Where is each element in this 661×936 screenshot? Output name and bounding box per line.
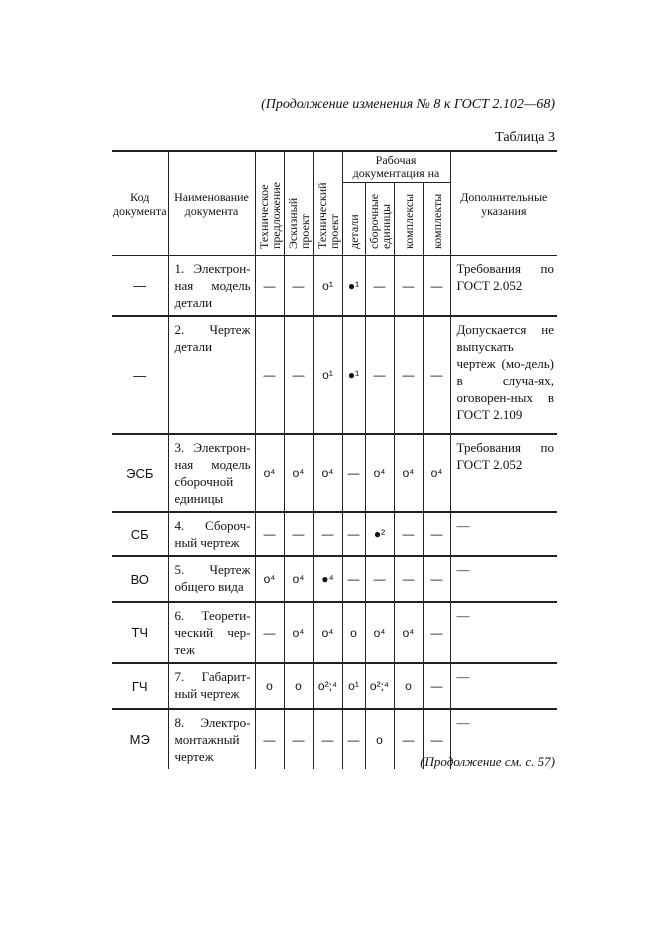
table-row — [112, 256, 557, 317]
table-row — [112, 602, 557, 663]
header-parts: детали — [342, 183, 365, 256]
row-note: Требования по ГОСТ 2.052 — [450, 256, 557, 317]
row-mark: — — [313, 512, 342, 556]
row-mark: o⁴ — [313, 602, 342, 663]
header-name: Наименование документа — [168, 151, 255, 256]
continuation-footer: (Продолжение см. с. 57) — [420, 754, 555, 769]
row-mark: o²;⁴ — [365, 663, 394, 709]
row-mark: — — [342, 556, 365, 602]
row-mark: ●⁴ — [313, 556, 342, 602]
row-note: — — [450, 556, 557, 602]
row-mark: — — [342, 512, 365, 556]
row-note: — — [450, 709, 557, 769]
row-name: 2. Чертеж детали — [168, 316, 255, 434]
table-caption: Таблица 3 — [495, 130, 555, 145]
row-mark: — — [394, 556, 423, 602]
row-name: 6. Теорети-ческий чер-теж — [168, 602, 255, 663]
row-mark: — — [423, 663, 450, 709]
header-assembly: сборочные единицы — [365, 183, 394, 256]
row-mark: o⁴ — [255, 556, 284, 602]
header-code: Код документа — [112, 151, 168, 256]
row-mark: ●¹ — [342, 256, 365, 317]
header-complexes: комплексы — [394, 183, 423, 256]
header-tech-offer: Техническое предложение — [255, 151, 284, 256]
row-note: Допускается не выпускать чертеж (мо-дель) в случа-ях, оговорен-ных в ГОСТ 2.109 — [450, 316, 557, 434]
row-note: — — [450, 512, 557, 556]
row-mark: — — [423, 602, 450, 663]
table-row — [112, 512, 557, 556]
row-mark: — — [255, 316, 284, 434]
row-mark: — — [255, 602, 284, 663]
row-mark: o — [255, 663, 284, 709]
row-mark: o⁴ — [365, 602, 394, 663]
row-note: Требования по ГОСТ 2.052 — [450, 434, 557, 512]
row-name: 7. Габарит-ный чертеж — [168, 663, 255, 709]
row-code: МЭ — [112, 709, 168, 769]
row-mark: o⁴ — [284, 556, 313, 602]
row-mark: — — [255, 256, 284, 317]
row-mark: — — [365, 256, 394, 317]
row-code: ВО — [112, 556, 168, 602]
row-mark: — — [365, 556, 394, 602]
row-mark: — — [423, 256, 450, 317]
row-mark: — — [394, 316, 423, 434]
row-mark: o⁴ — [313, 434, 342, 512]
table-row — [112, 556, 557, 602]
row-name: 1. Электрон-ная модель детали — [168, 256, 255, 317]
row-mark: o⁴ — [394, 434, 423, 512]
row-mark: o⁴ — [255, 434, 284, 512]
row-code: — — [112, 316, 168, 434]
row-mark: — — [255, 709, 284, 769]
row-mark: — — [255, 512, 284, 556]
row-mark: o¹ — [313, 256, 342, 317]
row-name: 3. Электрон-ная модель сборочной единицы — [168, 434, 255, 512]
row-mark: o — [394, 663, 423, 709]
row-mark: — — [423, 512, 450, 556]
row-mark: — — [394, 709, 423, 769]
row-mark: — — [394, 256, 423, 317]
row-mark: — — [342, 434, 365, 512]
row-mark: — — [423, 709, 450, 769]
row-mark: — — [342, 709, 365, 769]
header-working-group: Рабочая документация на — [342, 151, 450, 183]
table-row — [112, 663, 557, 709]
row-mark: ●¹ — [342, 316, 365, 434]
row-code: СБ — [112, 512, 168, 556]
row-mark: — — [284, 256, 313, 317]
row-mark: — — [423, 556, 450, 602]
row-name: 8. Электро-монтажный чертеж — [168, 709, 255, 769]
row-mark: — — [284, 512, 313, 556]
row-mark: o⁴ — [423, 434, 450, 512]
row-note: — — [450, 663, 557, 709]
row-mark: o — [365, 709, 394, 769]
row-mark: o⁴ — [394, 602, 423, 663]
row-mark: o¹ — [342, 663, 365, 709]
header-sketch: Эскизный проект — [284, 151, 313, 256]
row-mark: o²;⁴ — [313, 663, 342, 709]
row-mark: — — [284, 709, 313, 769]
table-row — [112, 434, 557, 512]
row-mark: ●² — [365, 512, 394, 556]
row-code: — — [112, 256, 168, 317]
continuation-header: (Продолжение изменения № 8 к ГОСТ 2.102—68) — [261, 97, 555, 112]
row-name: 4. Сбороч-ный чертеж — [168, 512, 255, 556]
row-code: ЭСБ — [112, 434, 168, 512]
header-tech-project: Технический проект — [313, 151, 342, 256]
row-mark: — — [394, 512, 423, 556]
row-mark: o⁴ — [284, 602, 313, 663]
row-mark: — — [365, 316, 394, 434]
row-mark: — — [284, 316, 313, 434]
header-notes: Дополнительные указания — [450, 151, 557, 256]
row-code: ТЧ — [112, 602, 168, 663]
row-mark: o — [284, 663, 313, 709]
row-mark: o⁴ — [365, 434, 394, 512]
documents-table — [112, 150, 557, 769]
row-mark: o⁴ — [284, 434, 313, 512]
header-kits: комплекты — [423, 183, 450, 256]
row-mark: — — [423, 316, 450, 434]
row-code: ГЧ — [112, 663, 168, 709]
row-name: 5. Чертеж общего вида — [168, 556, 255, 602]
table-row — [112, 316, 557, 434]
row-mark: o¹ — [313, 316, 342, 434]
row-mark: o — [342, 602, 365, 663]
row-mark: — — [313, 709, 342, 769]
row-note: — — [450, 602, 557, 663]
